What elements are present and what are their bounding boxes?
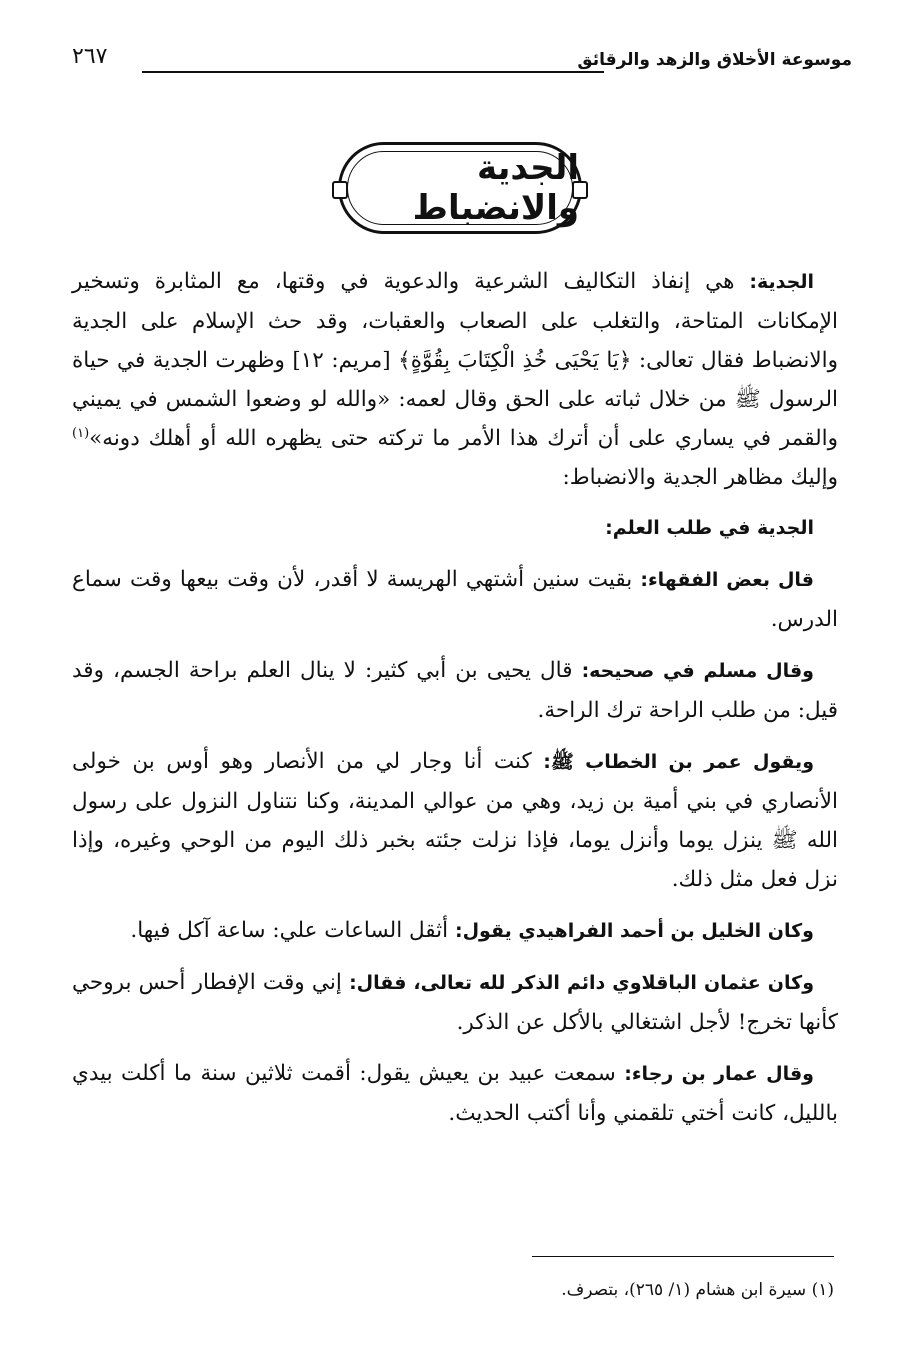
chapter-title: الجدية والانضباط	[412, 148, 579, 228]
paragraph-text: كنت أنا وجار لي من الأنصار وهو أوس بن خولى الأنصاري في بني أمية بن زيد، وهي من عوالي المدينة، وكنا نتناول النزول على رسول الله ﷺ ينزل يوما وأنزل يوما، فإذا نزلت جئته بخبر ذلك اليوم من الوحي وغيره، وإذا نزل فعل مثل ذلك.	[72, 749, 838, 892]
paragraph	[72, 742, 838, 899]
paragraph	[72, 560, 838, 639]
footnote: (١) سيرة ابن هشام (١/ ٢٦٥)، بتصرف.	[561, 1280, 834, 1300]
running-title: موسوعة الأخلاق والزهد والرقائق	[577, 50, 852, 70]
quran-verse: ﴿يَا يَحْيَى خُذِ الْكِتَابَ بِقُوَّةٍ﴾	[398, 348, 632, 373]
paragraph-lead: وقال عمار بن رجاء:	[624, 1063, 814, 1085]
definition-term: الجدية:	[749, 271, 814, 293]
footnote-marker: (١)	[72, 425, 90, 441]
page-number: ٢٦٧	[72, 44, 108, 69]
paragraph	[72, 911, 838, 951]
chapter-title-cartouche	[338, 142, 582, 234]
paragraph-text: بقيت سنين أشتهي الهريسة لا أقدر، لأن وقت بيعها وقت سماع الدرس.	[72, 567, 838, 632]
header-rule	[142, 71, 604, 73]
section-heading: الجدية في طلب العلم:	[605, 517, 814, 539]
paragraph	[72, 963, 838, 1042]
intro-text-1: هي إنفاذ التكاليف الشرعية والدعوية في وقتها، مع المثابرة وتسخير الإمكانات المتاحة، والتغلب على الصعاب والعقبات، وقد حث الإسلام على الجدية والانضباط فقال تعالى:	[72, 269, 838, 373]
paragraph-lead: وكان الخليل بن أحمد الفراهيدي يقول:	[454, 920, 814, 942]
paragraph-lead: وكان عثمان الباقلاوي دائم الذكر لله تعالى، فقال:	[349, 972, 814, 994]
verse-reference: [مريم: ١٢]	[292, 348, 391, 373]
intro-text-3: وإليك مظاهر الجدية والانضباط:	[562, 465, 838, 490]
paragraph	[72, 1054, 838, 1133]
hadith-quote: «والله لو وضعوا الشمس في يميني والقمر في يساري على أن أترك هذا الأمر ما تركته حتى يظهره الله أو أهلك دونه»	[72, 387, 838, 451]
paragraph-text: سمعت عبيد بن يعيش يقول: أقمت ثلاثين سنة ما أكلت بيدي بالليل، كانت أختي تلقمني وأنا أكتب الحديث.	[72, 1061, 838, 1126]
paragraph-text: إني وقت الإفطار أحس بروحي كأنها تخرج! لأجل اشتغالي بالأكل عن الذكر.	[72, 970, 838, 1035]
paragraph-lead: ويقول عمر بن الخطاب ﷺ:	[543, 751, 814, 773]
page-header	[72, 40, 852, 80]
paragraph-text: أثقل الساعات علي: ساعة آكل فيها.	[130, 918, 449, 943]
intro-text-2: وظهرت الجدية في حياة الرسول ﷺ من خلال ثباته على الحق وقال لعمه:	[72, 348, 838, 412]
paragraph-lead: قال بعض الفقهاء:	[640, 569, 814, 591]
intro-paragraph	[72, 262, 838, 497]
body-text	[72, 262, 838, 1145]
paragraph	[72, 651, 838, 730]
paragraph-text: قال يحيى بن أبي كثير: لا ينال العلم براحة الجسم، وقد قيل: من طلب الراحة ترك الراحة.	[72, 658, 838, 723]
paragraph-lead: وقال مسلم في صحيحه:	[581, 660, 814, 682]
footnote-rule	[532, 1256, 834, 1257]
